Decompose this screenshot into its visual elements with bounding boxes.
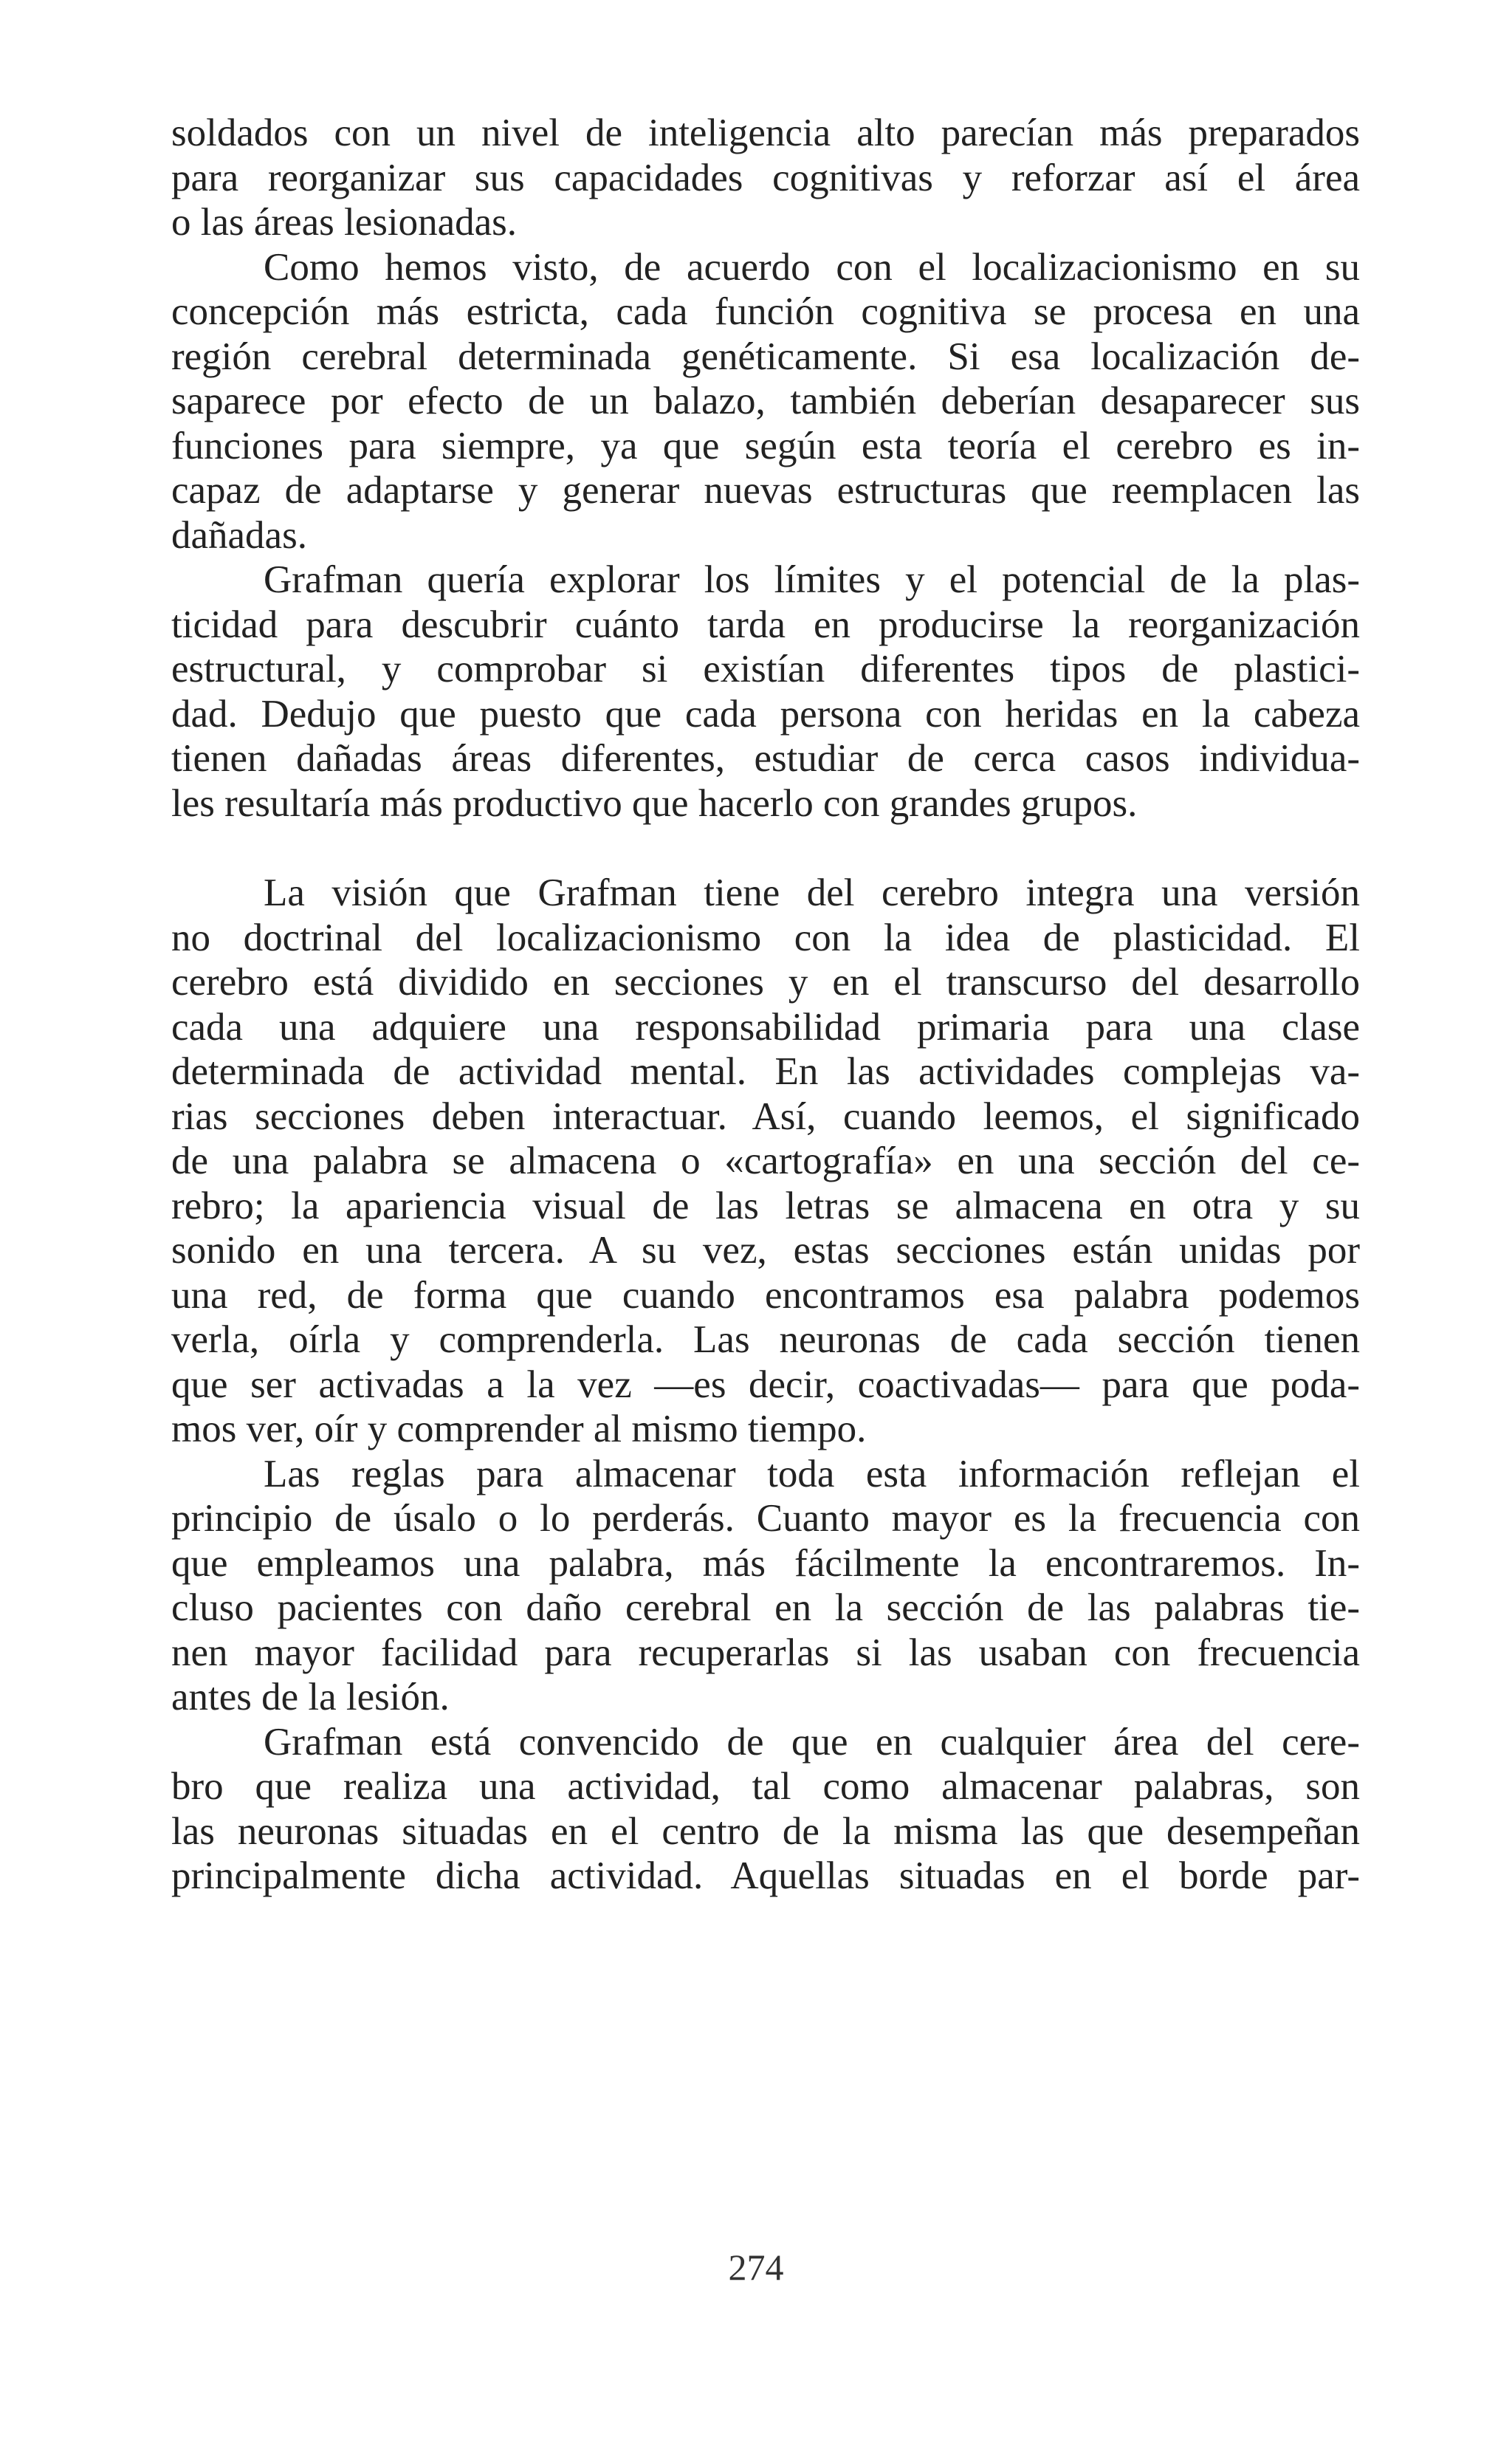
text-line: bro que realiza una actividad, tal como almacenar palabras, son (171, 1765, 1360, 1808)
text-line: rias secciones deben interactuar. Así, cuando leemos, el significado (171, 1094, 1360, 1138)
section-break (171, 826, 1360, 871)
text-line: que ser activadas a la vez —es decir, coactivadas— para que poda- (171, 1363, 1360, 1406)
paragraph (171, 871, 1360, 1452)
text-line: determinada de actividad mental. En las actividades complejas va- (171, 1050, 1360, 1093)
text-line: dañadas. (171, 513, 307, 557)
text-line: mos ver, oír y comprender al mismo tiempo. (171, 1408, 867, 1450)
text-line: cerebro está dividido en secciones y en el transcurso del desarrollo (171, 961, 1360, 1004)
text-line: de una palabra se almacena o «cartografía» en una sección del ce- (171, 1140, 1360, 1182)
paragraph (171, 245, 1360, 558)
text-line: capaz de adaptarse y generar nuevas estructuras que reemplacen las (171, 469, 1360, 512)
text-line: principio de úsalo o lo perderás. Cuanto mayor es la frecuencia con (171, 1497, 1360, 1540)
text-line: saparece por efecto de un balazo, también deberían desaparecer sus (171, 380, 1360, 422)
text-line: les resultaría más productivo que hacerlo con grandes grupos. (171, 781, 1138, 825)
text-line: Como hemos visto, de acuerdo con el localizacionismo en su (264, 245, 1360, 289)
text-line: Las reglas para almacenar toda esta información reflejan el (264, 1452, 1360, 1495)
page-number: 274 (728, 2247, 784, 2288)
text-line: antes de la lesión. (171, 1676, 450, 1718)
page-body-text (171, 111, 1360, 1899)
paragraph (171, 1720, 1360, 1899)
text-line: no doctrinal del localizacionismo con la idea de plasticidad. El (171, 916, 1360, 959)
text-line: ticidad para descubrir cuánto tarda en producirse la reorganización (171, 603, 1360, 646)
paragraph (171, 111, 1360, 245)
text-line: principalmente dicha actividad. Aquellas situadas en el borde par- (171, 1854, 1360, 1897)
text-line: las neuronas situadas en el centro de la misma las que desempeñan (171, 1809, 1360, 1853)
paragraph (171, 1452, 1360, 1720)
text-line: nen mayor facilidad para recuperarlas si las usaban con frecuencia (171, 1631, 1360, 1674)
text-line: cada una adquiere una responsabilidad primaria para una clase (171, 1005, 1360, 1049)
text-line: que empleamos una palabra, más fácilmente la encontraremos. In- (171, 1541, 1360, 1585)
text-line: rebro; la apariencia visual de las letras se almacena en otra y su (171, 1184, 1360, 1227)
text-line: dad. Dedujo que puesto que cada persona con heridas en la cabeza (171, 692, 1360, 736)
text-line: para reorganizar sus capacidades cognitivas y reforzar así el área (171, 156, 1360, 199)
text-line: sonido en una tercera. A su vez, estas secciones están unidas por (171, 1229, 1360, 1272)
text-line: verla, oírla y comprenderla. Las neuronas de cada sección tienen (171, 1318, 1360, 1361)
text-line: una red, de forma que cuando encontramos esa palabra podemos (171, 1273, 1360, 1317)
text-line: Grafman está convencido de que en cualquier área del cere- (264, 1720, 1360, 1764)
text-line: Grafman quería explorar los límites y el potencial de la plas- (264, 558, 1360, 601)
paragraph (171, 558, 1360, 826)
text-line: tienen dañadas áreas diferentes, estudiar de cerca casos individua- (171, 737, 1360, 780)
text-line: o las áreas lesionadas. (171, 201, 517, 244)
text-line: región cerebral determinada genéticamente. Si esa localización de- (171, 335, 1360, 378)
text-line: cluso pacientes con daño cerebral en la sección de las palabras tie- (171, 1586, 1360, 1629)
text-line: concepción más estricta, cada función cognitiva se procesa en una (171, 290, 1360, 333)
text-line: funciones para siempre, ya que según esta teoría el cerebro es in- (171, 424, 1360, 467)
text-line: soldados con un nivel de inteligencia alto parecían más preparados (171, 112, 1360, 154)
text-line: La visión que Grafman tiene del cerebro integra una versión (264, 871, 1360, 914)
text-line: estructural, y comprobar si existían diferentes tipos de plastici- (171, 648, 1360, 691)
